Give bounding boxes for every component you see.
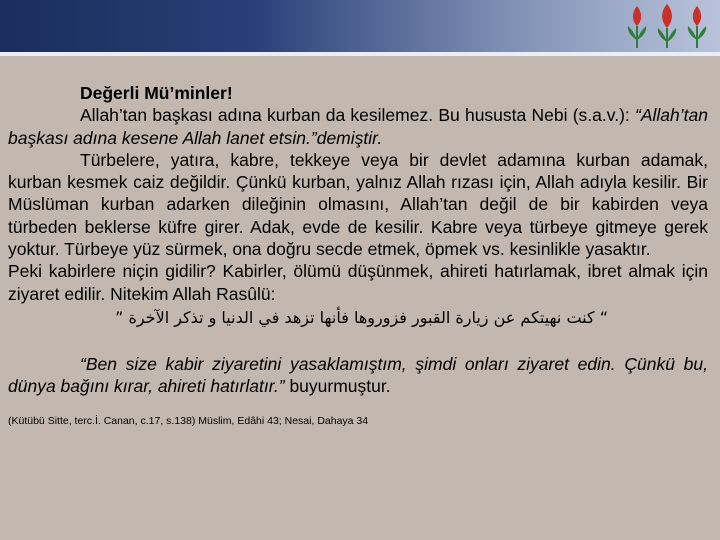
- sermon-title: Değerli Mü’minler!: [80, 83, 233, 103]
- header-bar: [0, 0, 720, 52]
- tulip-icon: [682, 2, 712, 50]
- spacer: [8, 331, 708, 353]
- paragraph-sacrifice-text: Allah’tan başkası adına kurban da kesilemez. Bu hususta Nebi (s.a.v.):: [80, 105, 630, 126]
- tulip-icon: [622, 2, 652, 50]
- sermon-text: [8, 82, 708, 438]
- paragraph-sacrifice: [8, 104, 708, 149]
- hadith-translation-tail: buyurmuştur.: [284, 376, 391, 397]
- tulip-icon: [652, 2, 682, 50]
- paragraph-tombs: Türbelere, yatıra, kabre, tekkeye veya bir devlet adamına kurban adamak, kurban kesmek caiz değildir. Çünkü kurban, yalnız Allah rızası için, Allah adıyla kesilir. Bir Müslüman kurban adarken dileğinin olmasını, Allah’tan değil de bir kabirden veya türbeden beklerse küfre girer. Adak, evde de kesilir. Kabre veya türbeye gitmeye gerek yoktur. Türbeye yüz sürmek, ona doğru secde etmek, öpmek vs. kesinlikle yasaktır.: [8, 149, 708, 260]
- hadith-quote: “Allah’tan başkası adına kesene Allah lanet etsin.”demiştir.: [8, 105, 708, 148]
- hadith-translation-text: “Ben size kabir ziyaretini yasaklamıştım, şimdi onları ziyaret edin. Çünkü bu, dünya bağını kırar, ahireti hatırlatır.”: [8, 353, 708, 397]
- hadith-translation: [8, 353, 708, 398]
- reference-citation: (Kütübü Sitte, terc.İ. Canan, c.17, s.138) Müslim, Edâhi 43; Nesai, Dahaya 34: [8, 414, 369, 427]
- header-divider: [0, 52, 720, 56]
- paragraph-visit-graves: Peki kabirlere niçin gidilir? Kabirler, ölümü düşünmek, ahireti hatırlamak, ibret almak için ziyaret edilir. Nitekim Allah Rasûlü:: [8, 261, 708, 304]
- arabic-hadith: “ كنت نهيتكم عن زيارة القبور فزوروها فأنها تزهد في الدنيا و تذكر الآخرة ”: [115, 307, 608, 327]
